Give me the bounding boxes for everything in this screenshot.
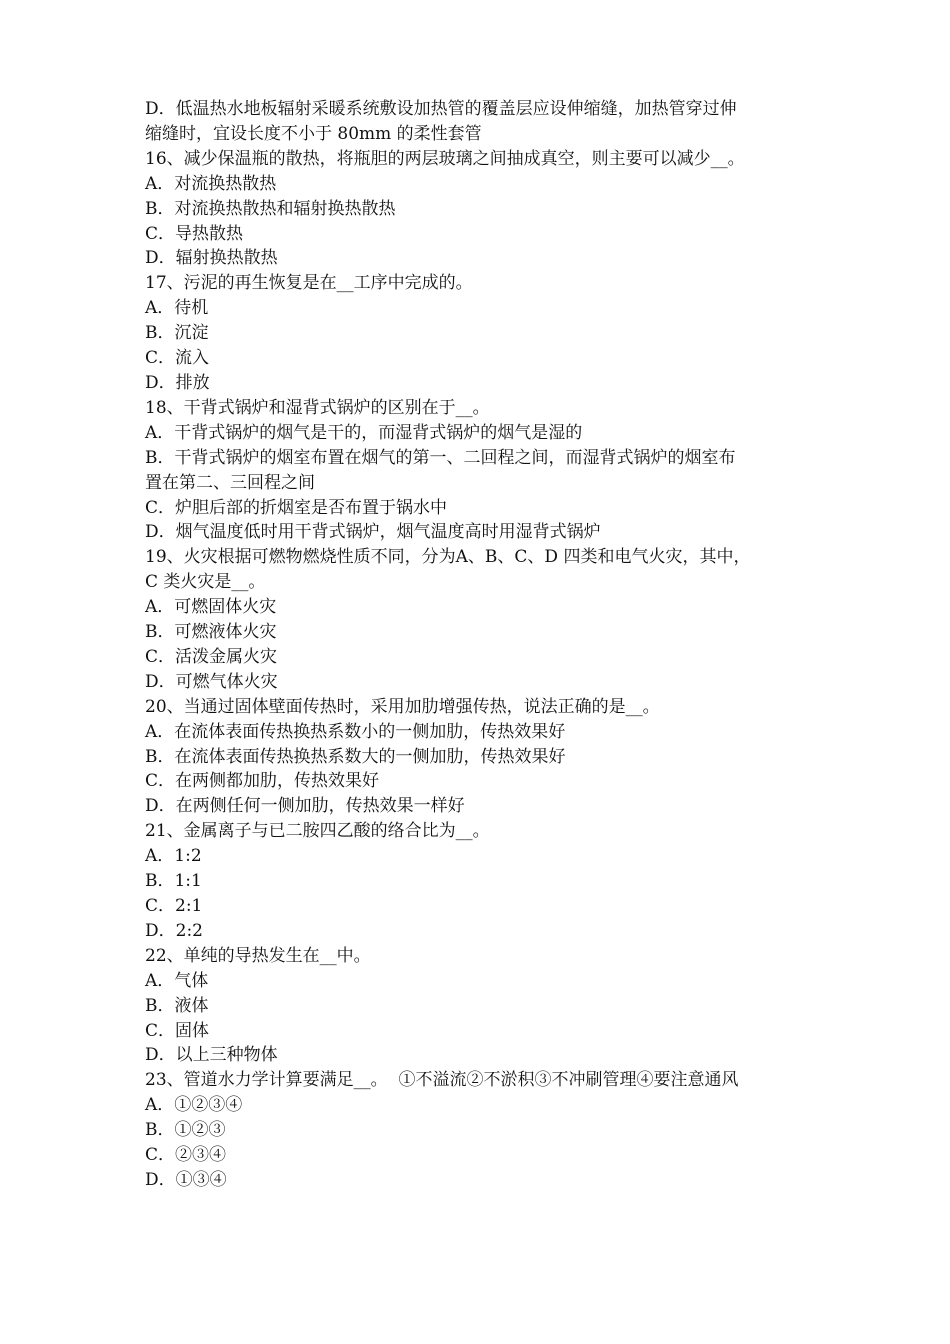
option-line: A．干背式锅炉的烟气是干的，而湿背式锅炉的烟气是湿的: [145, 422, 583, 443]
option-line-continuation: 置在第二、三回程之间: [145, 472, 315, 493]
option-line: C．固体: [145, 1020, 210, 1041]
option-line: C．在两侧都加肋，传热效果好: [145, 771, 380, 792]
option-line: D．低温热水地板辐射采暖系统敷设加热管的覆盖层应设伸缩缝，加热管穿过伸: [145, 99, 737, 119]
option-line: B．①②③: [145, 1120, 226, 1141]
option-line: A．可燃固体火灾: [145, 597, 277, 618]
option-line: C．流入: [145, 348, 210, 369]
question-21: 21、金属离子与已二胺四乙酸的络合比为__。: [145, 821, 490, 842]
option-line: A．待机: [145, 298, 209, 319]
option-line: B．1:1: [145, 871, 202, 892]
option-line: A．①②③④: [145, 1095, 243, 1116]
option-line: B．沉淀: [145, 323, 209, 344]
question-19-continuation: C 类火灾是__。: [145, 572, 266, 593]
option-line: C．活泼金属火灾: [145, 646, 278, 667]
option-line: A．1:2: [145, 846, 202, 867]
question-23: 23、管道水力学计算要满足__。 ①不溢流②不淤积③不冲刷管理④要注意通风: [145, 1070, 739, 1091]
option-line: C．2:1: [145, 896, 203, 916]
question-18: 18、干背式锅炉和湿背式锅炉的区别在于__。: [145, 397, 490, 418]
question-17: 17、污泥的再生恢复是在__工序中完成的。: [145, 273, 473, 294]
option-line: D．以上三种物体: [145, 1045, 278, 1066]
question-22: 22、单纯的导热发生在__中。: [145, 945, 371, 966]
option-line: B．液体: [145, 995, 209, 1016]
option-line: C．②③④: [145, 1145, 227, 1166]
option-line: A．气体: [145, 970, 209, 991]
option-line: D．①③④: [145, 1169, 227, 1190]
question-16: 16、减少保温瓶的散热，将瓶胆的两层玻璃之间抽成真空，则主要可以减少__。: [145, 148, 745, 169]
option-line: B．对流换热散热和辐射换热散热: [145, 198, 396, 219]
option-line-continuation: 缩缝时，宜设长度不小于 80mm 的柔性套管: [145, 123, 482, 144]
option-line: D．烟气温度低时用干背式锅炉，烟气温度高时用湿背式锅炉: [145, 522, 601, 543]
option-line: D．可燃气体火灾: [145, 671, 278, 692]
option-line: D．排放: [145, 372, 210, 393]
option-line: D．辐射换热散热: [145, 248, 278, 269]
option-line: D．在两侧任何一侧加肋，传热效果一样好: [145, 796, 465, 817]
question-19: 19、火灾根据可燃物燃烧性质不同，分为A、B、C、D 四类和电气火灾，其中，: [145, 547, 751, 568]
option-line: D．2:2: [145, 920, 203, 941]
option-line: A．对流换热散热: [145, 173, 277, 194]
question-20: 20、当通过固体壁面传热时，采用加肋增强传热，说法正确的是__。: [145, 696, 660, 717]
option-line: B．干背式锅炉的烟室布置在烟气的第一、二回程之间，而湿背式锅炉的烟室布: [145, 447, 736, 468]
option-line: B．可燃液体火灾: [145, 622, 277, 643]
option-line: C．炉胆后部的折烟室是否布置于锅水中: [145, 497, 448, 518]
option-line: C．导热散热: [145, 223, 244, 244]
document-page: [145, 97, 815, 1193]
option-line: B．在流体表面传热换热系数大的一侧加肋，传热效果好: [145, 746, 566, 767]
option-line: A．在流体表面传热换热系数小的一侧加肋，传热效果好: [145, 721, 566, 742]
